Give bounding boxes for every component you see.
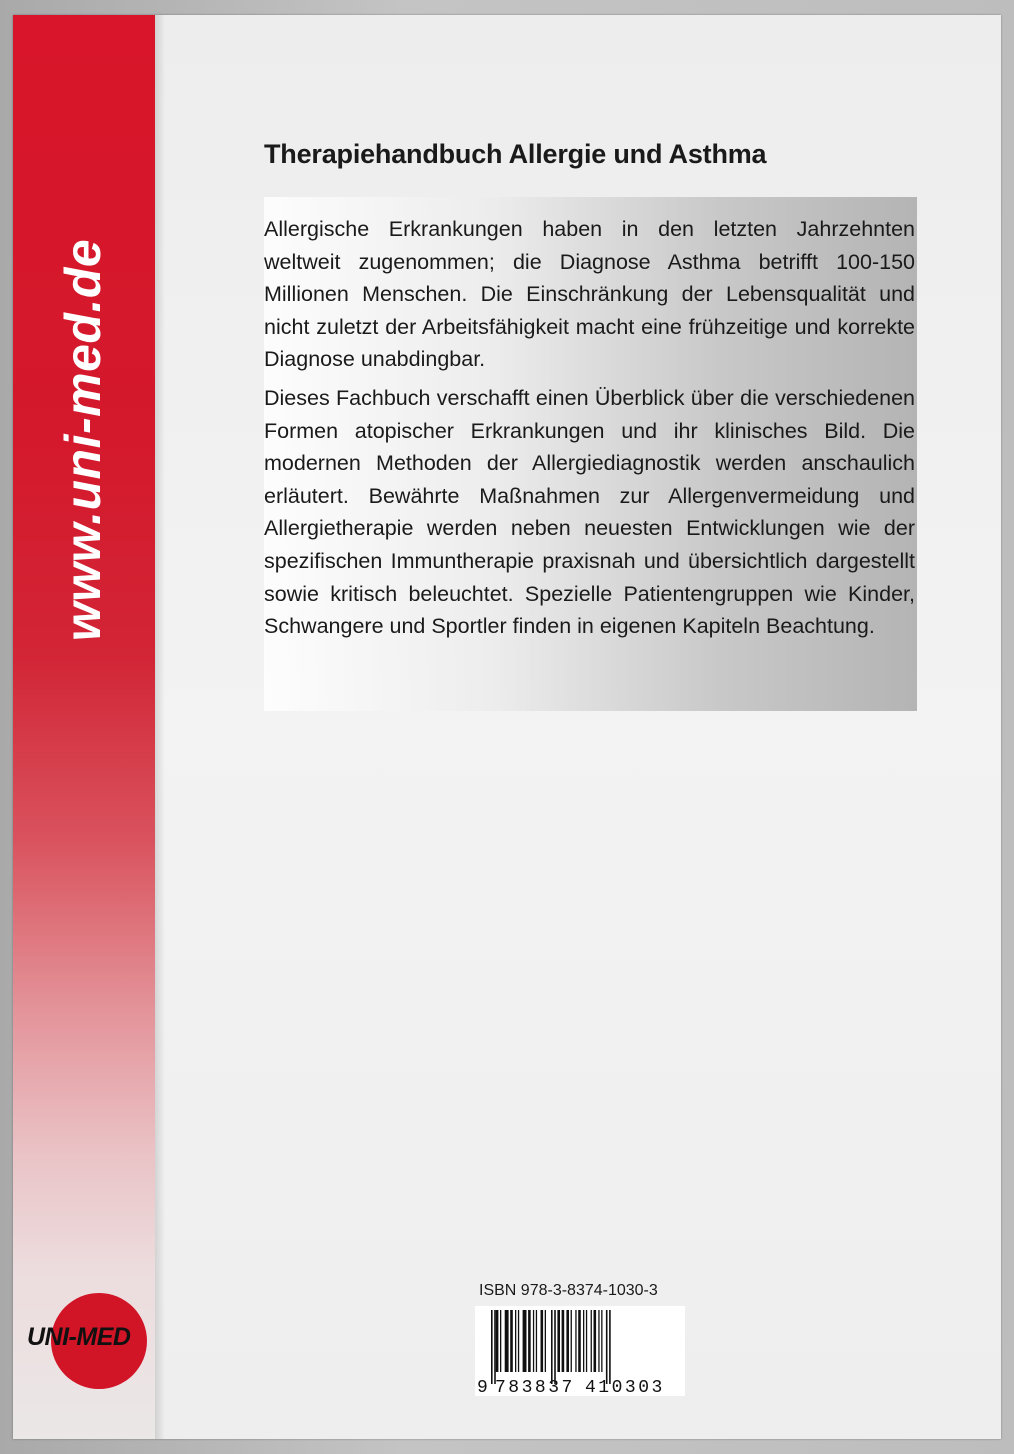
barcode-bar [518,1310,519,1372]
barcode-bar [500,1310,501,1372]
description-text [264,213,915,649]
description-box [264,197,917,711]
barcode-bar [571,1310,572,1372]
barcode-bar [583,1310,584,1372]
barcode-bar [609,1310,611,1384]
barcode-bar [562,1310,565,1372]
publisher-url-block [31,220,135,660]
barcode-bar [494,1310,496,1384]
barcode-bar [566,1310,569,1372]
barcode-digit-first: 9 [477,1378,488,1396]
isbn-barcode [475,1306,685,1396]
logo-text: UNI-MED [27,1323,131,1351]
description-paragraph-2: Dieses Fachbuch verschafft einen Überblick über die verschiedenen Formen atopischer Erkrankungen und ihr klinisches Bild. Die modernen Methoden der Allergiediagnostik werden anschaulich erläutert. Bewährte Maßnahmen zur Allergenvermeidung und Allergietherapie werden neben neuesten Entwicklungen wie der spezifischen Immuntherapie praxisnah und übersichtlich dargestellt sowie kritisch beleuchtet. Spezielle Patientengruppen wie Kinder, Schwangere und Sportler finden in eigenen Kapiteln Beachtung. [264,385,915,639]
barcode-bar [591,1310,592,1372]
barcode-bar [510,1310,513,1372]
barcode-bar [606,1310,608,1384]
barcode-bar [586,1310,587,1372]
description-paragraph-1: Allergische Erkrankungen haben in den letzten Jahrzehnten weltweit zugenommen; die Diagnose Asthma betrifft 100-150 Millionen Menschen. Die Einschränkung der Lebensqualität und nicht zuletzt der Arbeitsfähigkeit macht eine frühzeitige und korrekte Diagnose unabdingbar. [264,217,915,372]
barcode-bar [541,1310,544,1372]
barcode-bar [594,1310,597,1372]
barcode-digits-right: 410303 [585,1378,665,1396]
barcode-bar [505,1310,509,1372]
barcode-bar [575,1310,576,1372]
barcode-bar [523,1310,527,1372]
barcode-bar [557,1310,560,1372]
barcode-bar [554,1310,556,1384]
back-cover [13,15,1001,1439]
uni-med-logo [27,1293,147,1389]
barcode-digits-left: 783837 [495,1378,575,1396]
barcode-bar [536,1310,537,1372]
barcode-bar [515,1310,516,1372]
publisher-url: www.uni-med.de [55,238,111,642]
barcode-bar [551,1310,553,1384]
barcode-bar [598,1310,599,1372]
band-shadow [155,15,165,1439]
barcode-bar [491,1310,493,1384]
barcode-bar [545,1310,546,1372]
barcode-bar [533,1310,534,1372]
barcode-bar [496,1310,499,1372]
isbn-label: ISBN 978-3-8374-1030-3 [479,1282,658,1299]
barcode-bar [578,1310,581,1372]
barcode-bar [528,1310,531,1372]
book-title: Therapiehandbuch Allergie und Asthma [264,139,767,169]
barcode-bar [601,1310,602,1372]
barcode-graphic [475,1306,685,1396]
